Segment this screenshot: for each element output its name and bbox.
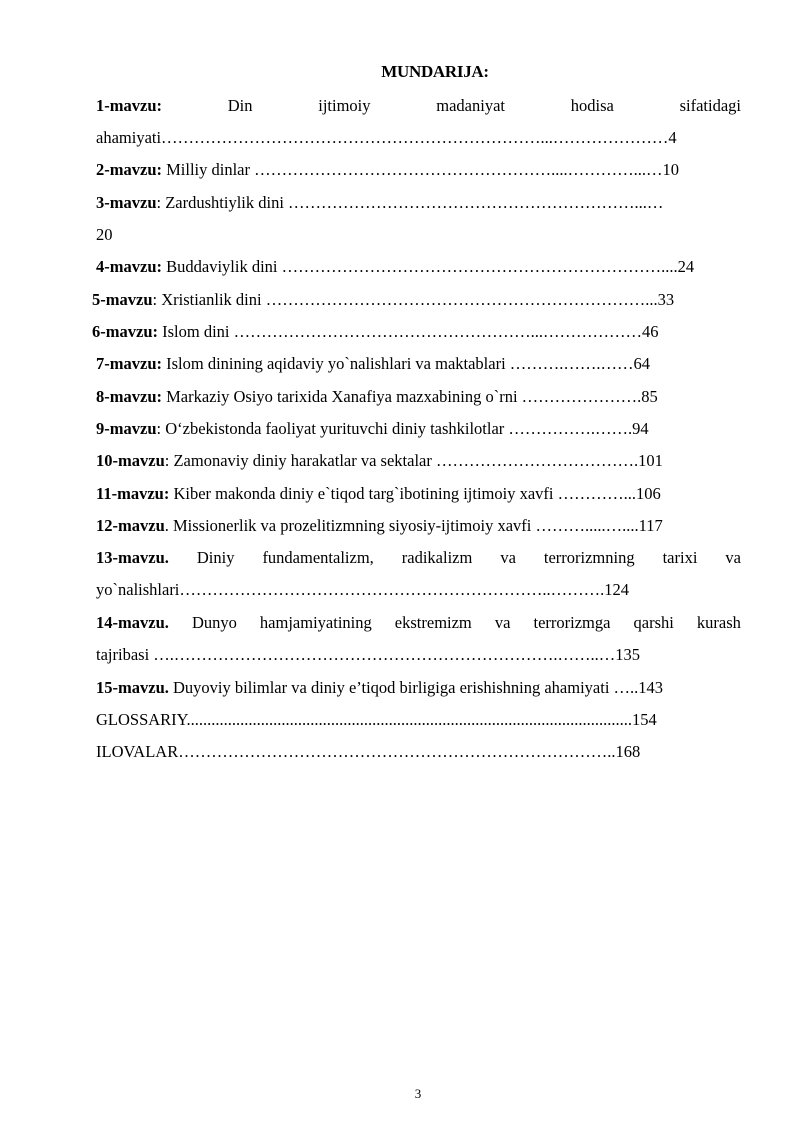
entry-word: Dunyo [191, 613, 237, 632]
toc-title: MUNDARIJA: [381, 62, 489, 81]
entry-text: . Missionerlik va prozelitizmning siyosiy-ijtimoiy xavfi ……….....…....117 [164, 516, 663, 535]
entry-label: 4-mavzu: [96, 257, 162, 276]
entry-word: terrorizmning [543, 548, 635, 567]
entry-word: qarshi [633, 613, 674, 632]
entry-word: fundamentalizm, [262, 548, 374, 567]
entry-label: 7-mavzu: [96, 354, 162, 373]
toc-entry-6 [92, 322, 659, 342]
entry-text: : Zardushtiylik dini ………………………………………………………...… [156, 193, 664, 212]
entry-word: va [494, 613, 511, 632]
toc-entry-3 [96, 193, 663, 213]
entry-label: 10-mavzu [96, 451, 165, 470]
toc-glossary: GLOSSARIY............................................................................................................154 [96, 710, 657, 729]
entry-word: tarixi [662, 548, 698, 567]
toc-entry-3-continuation: 20 [96, 225, 113, 244]
entry-text: Buddaviylik dini ……………………………………………………………....24 [161, 257, 695, 276]
toc-entry-8 [96, 387, 658, 407]
toc-entry-2 [96, 160, 679, 180]
toc-entry-1-continuation: ahamiyati……………………………………………………………...…………………4 [96, 128, 677, 147]
page-number: 3 [414, 1086, 422, 1101]
entry-word: Diniy [196, 548, 235, 567]
entry-label: 3-mavzu [96, 193, 157, 212]
entry-text: : Zamonaviy diniy harakatlar va sektalar ……………………………….101 [164, 451, 663, 470]
entry-word: hamjamiyatining [259, 613, 372, 632]
entry-label: 14-mavzu. [96, 613, 169, 632]
toc-entry-13-continuation: yo`nalishlari…………………………………………………………..……….124 [96, 580, 630, 599]
entry-text: Kiber makonda diniy e`tiqod targ`ibotining ijtimoiy xavfi …………...106 [169, 484, 661, 503]
entry-word: va [725, 548, 741, 567]
toc-entry-5 [92, 290, 674, 310]
entry-word: sifatidagi [679, 96, 741, 115]
entry-text: : O‘zbekistonda faoliyat yurituvchi diniy tashkilotlar …………….…….94 [156, 419, 649, 438]
entry-text: Islom dini ………………………………………………...………………46 [157, 322, 659, 341]
entry-label: 2-mavzu: [96, 160, 162, 179]
toc-entry-13 [96, 548, 741, 568]
entry-label: 5-mavzu [92, 290, 153, 309]
entry-label: 15-mavzu. [96, 678, 169, 697]
entry-word: kurash [696, 613, 741, 632]
entry-text: Duyoviy bilimlar va diniy e’tiqod birligiga erishishning ahamiyati …..143 [168, 678, 664, 697]
toc-entry-9 [96, 419, 649, 439]
entry-label: 8-mavzu: [96, 387, 162, 406]
toc-entry-7 [96, 354, 650, 374]
entry-text: Islom dinining aqidaviy yo`nalishlari va maktablari ……….…….……64 [161, 354, 651, 373]
toc-entry-12 [96, 516, 663, 536]
entry-label: 11-mavzu: [96, 484, 170, 503]
entry-label: 13-mavzu. [96, 548, 169, 567]
toc-entry-14-continuation: tajribasi ….…………………………………………………………….……..…135 [96, 645, 641, 664]
toc-appendices: ILOVALAR……………………………………………………………………..168 [96, 742, 641, 761]
toc-entry-15 [96, 678, 663, 698]
entry-text: Milliy dinlar ………………………………………………....…………...…10 [161, 160, 679, 179]
toc-entry-4 [96, 257, 694, 277]
toc-entry-10 [96, 451, 663, 471]
entry-word: madaniyat [436, 96, 505, 115]
entry-word: Din [227, 96, 253, 115]
entry-word: va [500, 548, 516, 567]
entry-label: 1-mavzu: [96, 96, 162, 115]
entry-label: 6-mavzu: [92, 322, 158, 341]
toc-entry-11 [96, 484, 661, 504]
entry-word: terrorizmga [533, 613, 611, 632]
toc-entry-14 [96, 613, 741, 633]
entry-word: ijtimoiy [318, 96, 371, 115]
entry-text: : Xristianlik dini ……………………………………………………………...33 [152, 290, 675, 309]
entry-word: radikalizm [401, 548, 473, 567]
entry-word: hodisa [570, 96, 614, 115]
entry-text: Markaziy Osiyo tarixida Xanafiya mazxabining o`rni ………………….85 [161, 387, 658, 406]
entry-word: ekstremizm [394, 613, 472, 632]
entry-label: 12-mavzu [96, 516, 165, 535]
toc-entry-1 [96, 96, 741, 116]
entry-label: 9-mavzu [96, 419, 157, 438]
